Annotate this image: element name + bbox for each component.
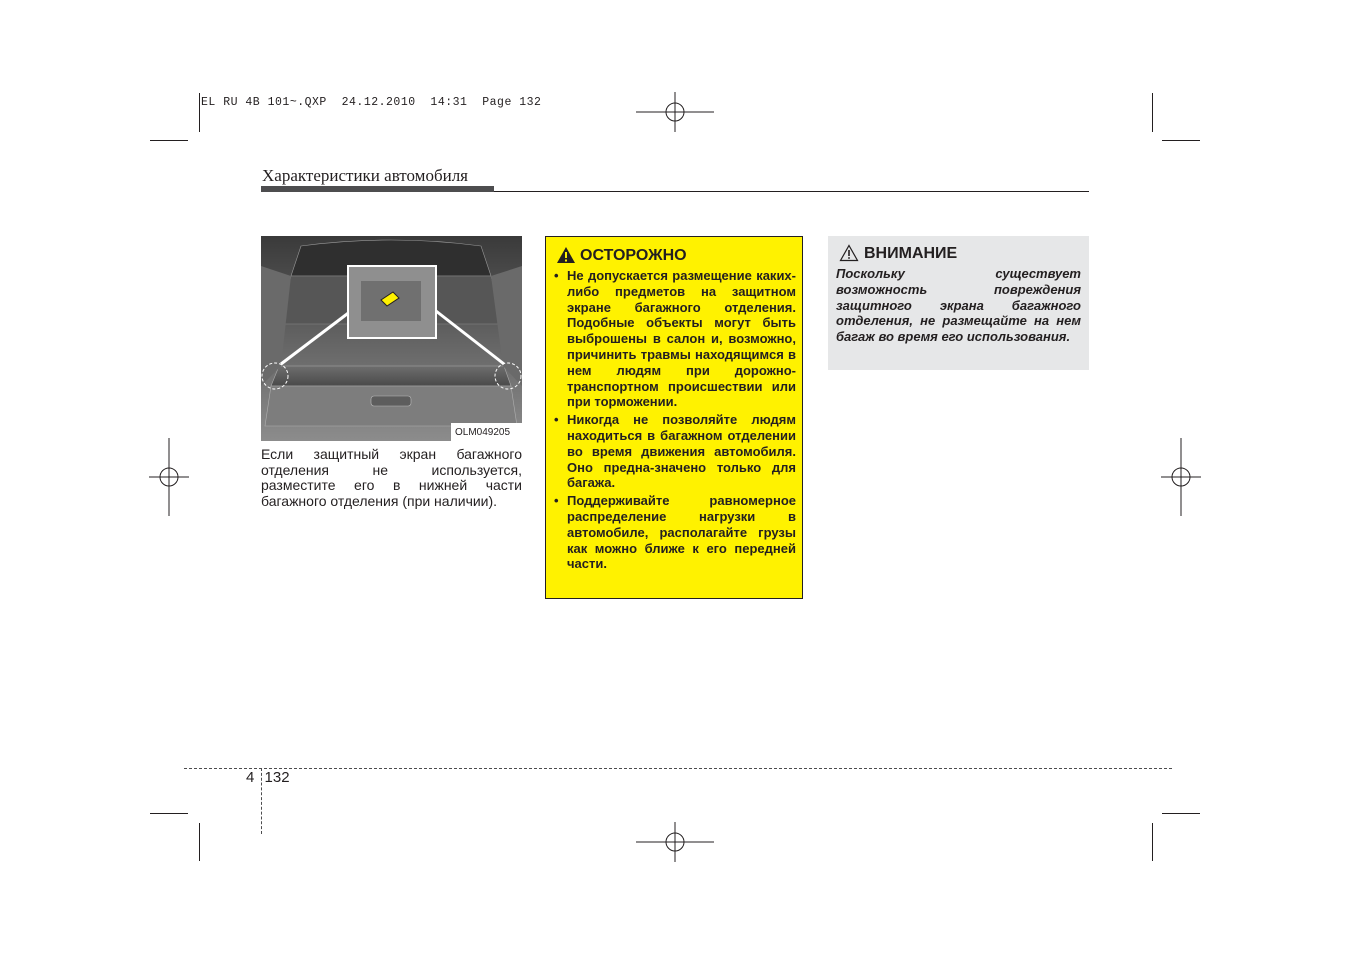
section-title: Характеристики автомобиля (262, 166, 468, 185)
cargo-area-illustration (261, 236, 522, 441)
print-slug: EL RU 4B 101~.QXP 24.12.2010 14:31 Page 132 (201, 96, 542, 109)
chapter-number: 4 (246, 769, 255, 786)
notice-triangle-icon (839, 244, 859, 262)
figure-caption (261, 447, 522, 509)
caption-line: разместите его в нижней части (261, 477, 522, 493)
caution-item: • Не допускается размещение каких-либо предметов на защитном экране багажного отделения. Подобные объекты могут быть выброшены в салон и, возможно, причинить травмы находящимся в нем людям при дорожно-транспортном происшествии или при торможении. (553, 268, 796, 410)
page-number-value: 132 (264, 769, 290, 786)
registration-mark-right (1161, 438, 1201, 516)
caution-item: • Поддерживайте равномерное распределение нагрузки в автомобиле, располагайте грузы как можно ближе к его передней части. (553, 493, 796, 572)
notice-title: ВНИМАНИЕ (864, 245, 958, 262)
header-rule (494, 191, 1089, 192)
caption-line: отделения не используется, (261, 461, 522, 478)
figure-code: OLM049205 (455, 427, 511, 438)
registration-mark-bottom (636, 822, 714, 862)
caution-title: ОСТОРОЖНО (580, 247, 687, 264)
page-number (246, 769, 290, 786)
caution-item: • Никогда не позволяйте людям находиться в багажном отделении во время движения автомобиля. Оно предна-значено только для багажа. (553, 412, 796, 491)
notice-text: Поскольку существует возможность повреждения защитного экрана багажного отделения, не размещайте на нем багаж во время его использования. (836, 266, 1081, 345)
warning-triangle-icon (556, 246, 576, 264)
footer-dashed-rule (184, 768, 1172, 769)
caption-line: багажного отделения (при наличии). (261, 492, 498, 509)
registration-mark-top (636, 92, 714, 132)
caption-line: Если защитный экран багажного (261, 446, 522, 462)
registration-mark-left (149, 438, 189, 516)
caution-list (553, 268, 796, 574)
header-bar (261, 186, 494, 192)
